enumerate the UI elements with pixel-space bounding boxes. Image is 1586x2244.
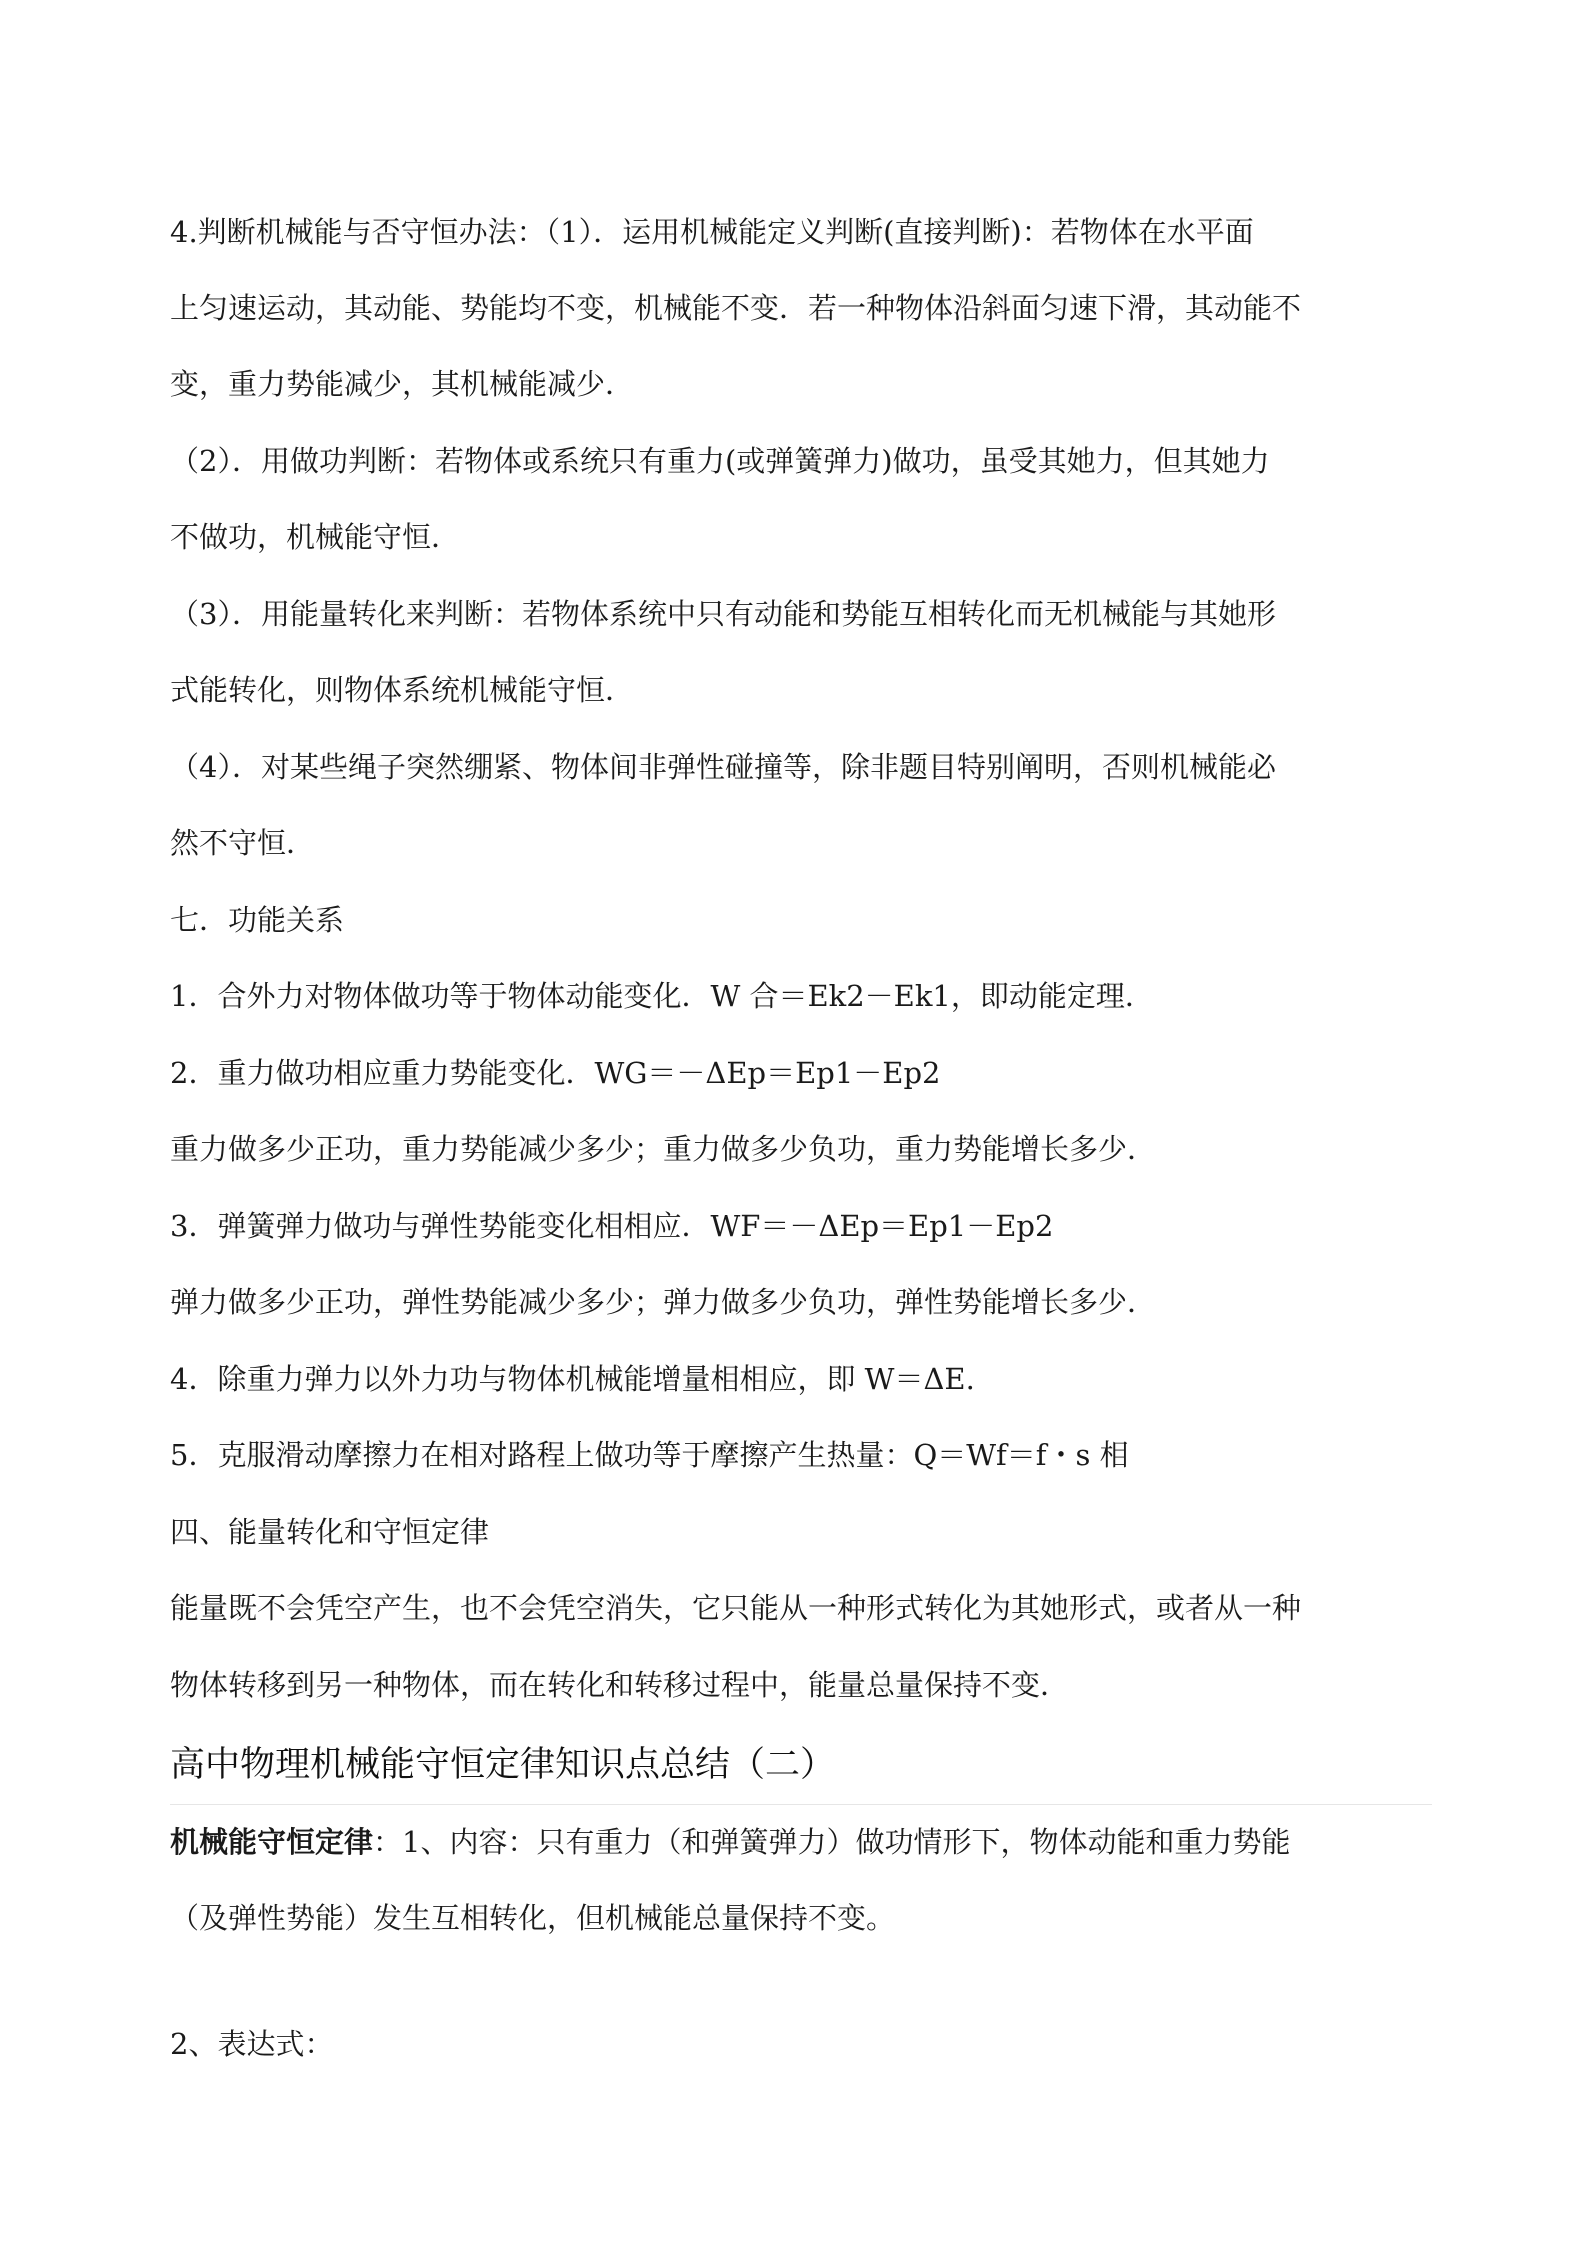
paragraph-line: 物体转移到另一种物体，而在转化和转移过程中，能量总量保持不变． bbox=[170, 1668, 1070, 1702]
section-title: 四、能量转化和守恒定律 bbox=[170, 1515, 490, 1549]
divider bbox=[170, 1804, 1432, 1805]
paragraph-line: （2）．用做功判断：若物体或系统只有重力(或弹簧弹力)做功，虽受其她力，但其她力 bbox=[170, 444, 1270, 478]
paragraph-line: 2、表达式： bbox=[170, 2027, 334, 2061]
paragraph-line: 2．重力做功相应重力势能变化．WG＝－ΔEp＝Ep1－Ep2 bbox=[170, 1056, 941, 1090]
paragraph-line bbox=[170, 1822, 1430, 1862]
paragraph-line: 然不守恒． bbox=[170, 826, 316, 860]
paragraph-line: 4．除重力弹力以外力功与物体机械能增量相相应，即 W＝ΔE. bbox=[170, 1362, 975, 1396]
paragraph-line: 1．合外力对物体做功等于物体动能变化．W 合＝Ek2－Ek1，即动能定理． bbox=[170, 979, 1154, 1013]
bold-term: 机械能守恒定律 bbox=[170, 1825, 374, 1859]
paragraph-line: （4）．对某些绳子突然绷紧、物体间非弹性碰撞等，除非题目特别阐明，否则机械能必 bbox=[170, 750, 1276, 784]
paragraph-line: 变，重力势能减少，其机械能减少． bbox=[170, 367, 635, 401]
paragraph-line: 弹力做多少正功，弹性势能减少多少；弹力做多少负功，弹性势能增长多少． bbox=[170, 1285, 1157, 1319]
section-title: 七．功能关系 bbox=[170, 903, 345, 937]
article-heading: 高中物理机械能守恒定律知识点总结（二） bbox=[170, 1745, 836, 1785]
paragraph-line: （3）．用能量转化来判断：若物体系统中只有动能和势能互相转化而无机械能与其她形 bbox=[170, 597, 1276, 631]
paragraph-line: 能量既不会凭空产生，也不会凭空消失，它只能从一种形式转化为其她形式，或者从一种 bbox=[170, 1591, 1302, 1625]
paragraph-line: 重力做多少正功，重力势能减少多少；重力做多少负功，重力势能增长多少． bbox=[170, 1132, 1157, 1166]
paragraph-line: 不做功，机械能守恒． bbox=[170, 520, 461, 554]
paragraph-line: 上匀速运动，其动能、势能均不变，机械能不变．若一种物体沿斜面匀速下滑，其动能不 bbox=[170, 291, 1302, 325]
paragraph-line: 3．弹簧弹力做功与弹性势能变化相相应．WF＝－ΔEp＝Ep1－Ep2 bbox=[170, 1209, 1054, 1243]
paragraph-text: ：1、内容：只有重力（和弹簧弹力）做功情形下，物体动能和重力势能 bbox=[373, 1825, 1291, 1859]
paragraph-line: 式能转化，则物体系统机械能守恒． bbox=[170, 673, 635, 707]
paragraph-line: 5．克服滑动摩擦力在相对路程上做功等于摩擦产生热量：Q＝Wf＝f・s 相 bbox=[170, 1438, 1129, 1472]
paragraph-line: （及弹性势能）发生互相转化，但机械能总量保持不变。 bbox=[170, 1901, 896, 1935]
paragraph-line: 4.判断机械能与否守恒办法：（1）．运用机械能定义判断(直接判断)：若物体在水平面 bbox=[170, 215, 1254, 249]
